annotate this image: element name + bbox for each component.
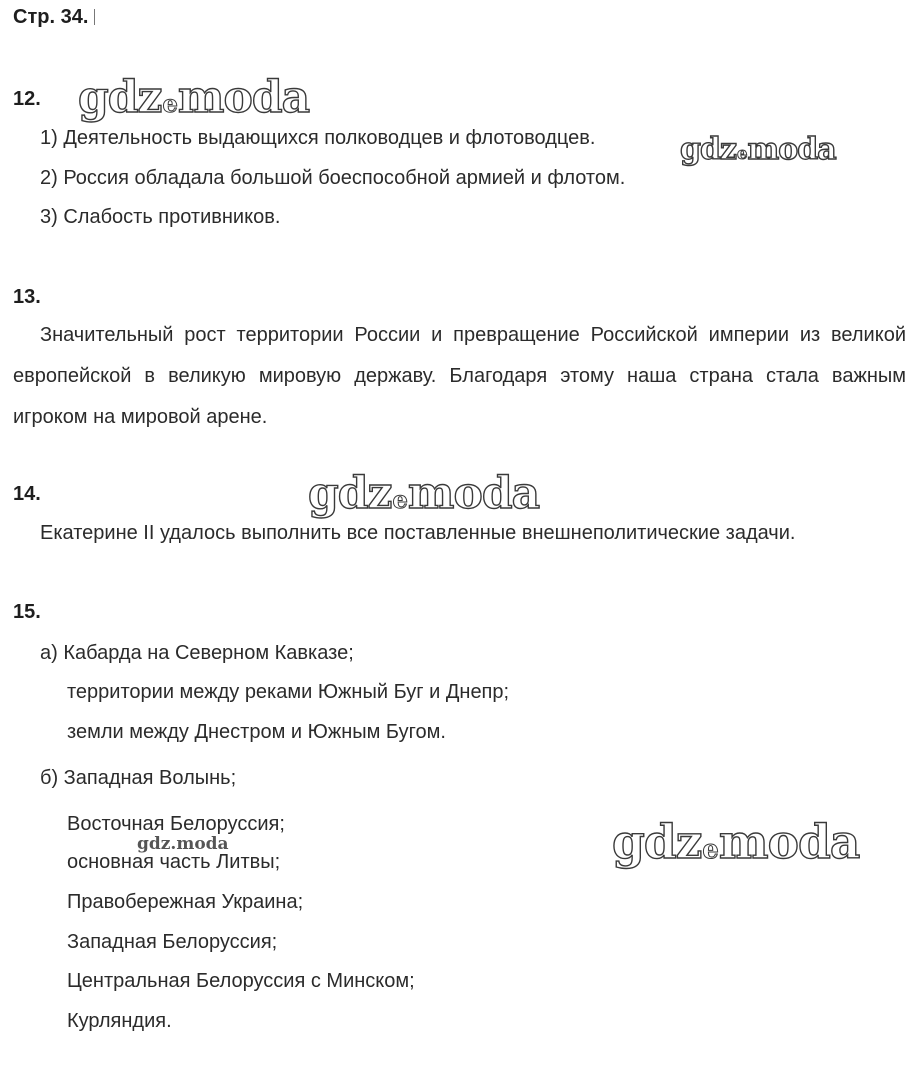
task-13-text: Значительный рост территории России и превращение Российской империи из великой европейской в великую мировую державу. Благодаря этому наша страна стала важным игроком на мировой арене.: [13, 324, 906, 428]
task-15-b-item-6: Курляндия.: [67, 1010, 172, 1032]
task-15-b-item-3: Правобережная Украина;: [67, 891, 304, 913]
text-cursor-mark: [94, 9, 95, 25]
watermark-logo: [308, 468, 539, 519]
task-15-b-label: б) Западная Волынь;: [40, 767, 237, 789]
task-15-b-item-1: Восточная Белоруссия;: [67, 813, 285, 835]
task-12-line-1: 1) Деятельность выдающихся полководцев и флотоводцев.: [40, 127, 596, 149]
task-12-line-3: 3) Слабость противников.: [40, 206, 281, 228]
task-15-number: 15.: [13, 601, 41, 623]
watermark-dot: e: [702, 835, 718, 865]
watermark-word-2: moda: [718, 815, 860, 870]
task-14-text: Екатерине II удалось выполнить все поставленные внешнеполитические задачи.: [40, 522, 796, 544]
watermark-logo: [78, 72, 309, 123]
task-15-a-item-2: земли между Днестром и Южным Бугом.: [67, 721, 446, 743]
task-15-a-item-1: территории между реками Южный Буг и Днепр;: [67, 681, 510, 703]
task-12-line-2: 2) Россия обладала большой боеспособной армией и флотом.: [40, 167, 626, 189]
watermark-word-1: gdz: [680, 132, 736, 167]
task-12-number: 12.: [13, 88, 41, 110]
task-15-a-label: а) Кабарда на Северном Кавказе;: [40, 642, 354, 664]
watermark-dot: e: [162, 89, 177, 118]
task-14-number: 14.: [13, 483, 41, 505]
task-13-number: 13.: [13, 286, 41, 308]
watermark-word-2: moda: [407, 468, 540, 519]
watermark-dot: e: [737, 144, 747, 163]
watermark-logo: [612, 815, 859, 870]
watermark-word-2: moda: [177, 72, 310, 123]
page-header: [13, 6, 95, 29]
watermark-word-2: moda: [747, 132, 836, 167]
page-label: Стр. 34.: [13, 6, 89, 28]
watermark-word-1: gdz: [308, 468, 392, 519]
watermark-word-1: gdz: [612, 815, 702, 870]
watermark-word-1: gdz: [78, 72, 162, 123]
watermark-logo: [680, 132, 836, 167]
watermark-dot: e: [392, 485, 407, 514]
task-15-b-item-2: основная часть Литвы;: [67, 851, 281, 873]
task-15-b-item-5: Центральная Белоруссия с Минском;: [67, 970, 415, 992]
task-15-b-item-4: Западная Белоруссия;: [67, 931, 278, 953]
watermark-small: gdz.moda: [137, 834, 229, 854]
